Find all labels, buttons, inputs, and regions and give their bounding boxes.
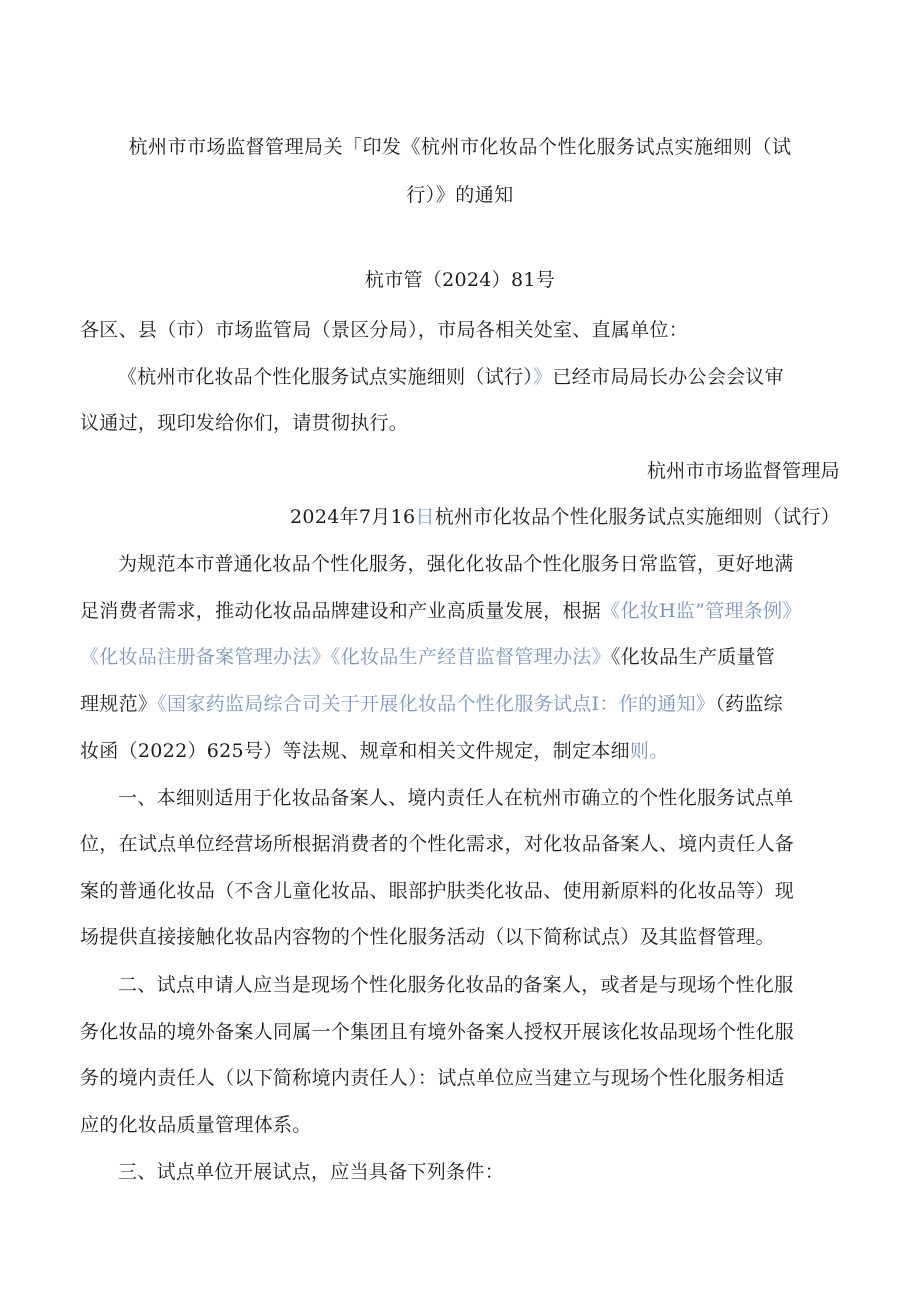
- preamble-text: 足消费者需求，推动化妆品品牌建设和产业高质量发展，根据: [80, 600, 602, 622]
- article-1-line-1: 一、本细则适用于化妆品备案人、境内责任人在杭州市确立的个性化服务试点单: [118, 787, 794, 809]
- issue-date: 2024年7月16: [290, 506, 416, 528]
- article-1-line-3: 案的普通化妆品（不含儿童化妆品、眼部护肤类化妆品、使用新原料的化妆品等）现: [80, 880, 795, 902]
- law-reference-link: 《化妆H监”管理条例》: [601, 600, 802, 622]
- preamble-line-2: [80, 596, 840, 623]
- intro-line-1: [80, 362, 840, 389]
- addressee: 各区、县（市）市场监管局（景区分局），市局各相关处室、直属单位：: [80, 319, 689, 341]
- intro-line-2: 议通过，现印发给你们，请贯彻执行。: [80, 412, 409, 434]
- law-reference-link: 《化妆品注册备案管理办法》《化妆品生产经苜监督管理办法》: [80, 646, 611, 668]
- article-1-line-2: 位，在试点单位经营场所根据消费者的个性化需求，对化妆品备案人、境内责任人备: [80, 833, 795, 855]
- article-2-line-4: 应的化妆品质量管理体系。: [80, 1114, 312, 1136]
- signature: 杭州市市场监督管理局: [646, 460, 840, 482]
- preamble-line-1: 为规范本市普通化妆品个性化服务，强化化妆品个性化服务日常监管，更好地满: [118, 553, 794, 575]
- preamble-line-5: [80, 736, 840, 763]
- preamble-text: 《化妆品生产质量管: [610, 646, 776, 668]
- article-2-line-2: 务化妆品的境外备案人同属一个集团且有境外备案人授权开展该化妆品现场个性化服: [80, 1021, 795, 1043]
- preamble-text: 理规范》: [80, 693, 158, 715]
- intro-text-c: 已经市局局长办公会会议审: [552, 366, 785, 388]
- preamble-text-end: 则。: [629, 740, 669, 762]
- intro-text-b: 》: [533, 366, 553, 388]
- date-line: [80, 502, 840, 529]
- article-2-line-3: 务的境内责任人（以下简称境内责任人）：试点单位应当建立与现场个性化服务相适: [80, 1067, 785, 1089]
- document-title-line-2: 行）》的通知: [406, 184, 514, 206]
- preamble-text: （药监综: [715, 693, 783, 715]
- rules-title: 杭州市化妆品个性化服务试点实施细则（试行）: [434, 506, 840, 528]
- preamble-text: 妆函（2022）625号）等法规、规章和相关文件规定，制定本细: [80, 740, 630, 762]
- law-reference-link: 《国家药监局综合司关于开展化妆品个性化服务试点I：作的通知》: [157, 693, 716, 715]
- preamble-line-4: [80, 689, 840, 716]
- intro-text-a: 《杭州市化妆品个性化服务试点实施细则（试行）: [118, 366, 534, 388]
- preamble-line-3: [80, 642, 840, 669]
- document-number: 杭市管（2024）81号: [364, 269, 556, 291]
- document-title-line-1: 杭州市市场监督管理局关「印发《杭州市化妆品个性化服务试点实施细则（试: [128, 136, 792, 158]
- article-2-line-1: 二、试点申请人应当是现场个性化服务化妆品的备案人，或者是与现场个性化服: [118, 974, 794, 996]
- issue-date-day: 日: [415, 506, 435, 528]
- article-3-line-1: 三、试点单位开展试点，应当具备下列条件：: [118, 1161, 505, 1183]
- article-1-line-4: 场提供直接接触化妆品内容物的个性化服务活动（以下简称试点）及其监督管理。: [80, 926, 775, 948]
